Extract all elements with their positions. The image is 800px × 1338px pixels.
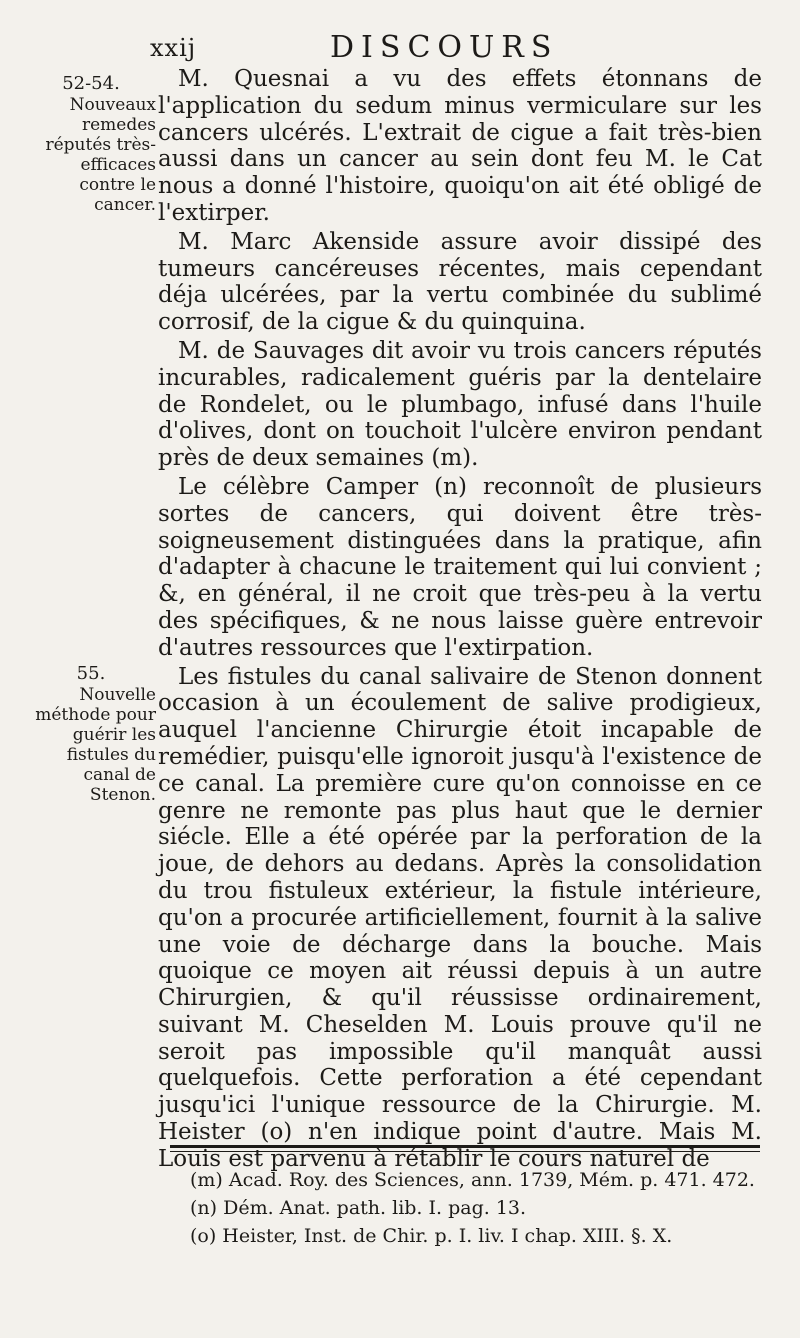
footnote-rule-thin [170, 1151, 760, 1152]
footnote-n: (n) Dém. Anat. path. lib. I. pag. 13. [190, 1197, 527, 1219]
footnotes [190, 1166, 760, 1250]
margin-note-number: 52-54. [62, 73, 120, 94]
paragraph: M. Marc Akenside assure avoir dissipé des tumeurs cancéreuses récentes, mais cependant déja ulcérées, par la vertu combinée du sublimé corrosif, de la cigue & du quinquina. [158, 228, 762, 336]
paragraph: Le célèbre Camper (n) reconnoît de plusieurs sortes de cancers, qui doivent être très-soigneusement distinguées dans la pratique, afin d'adapter à chacune le traitement qui lui convient ; &, en général, il ne croit que très-peu à la vertu des spécifiques, & ne nous laisse guère entrevoir d'autres ressources que l'extirpation. [158, 473, 762, 661]
page-folio: xxij [150, 34, 197, 62]
footnote-rule [170, 1145, 760, 1148]
margin-note-text: Nouveaux remedes réputés très-efficaces contre le cancer. [45, 95, 156, 215]
footnote-o: (o) Heister, Inst. de Chir. p. I. liv. I chap. XIII. §. X. [190, 1225, 673, 1247]
margin-note-text: Nouvelle méthode pour guérir les fistules du canal de Stenon. [35, 685, 156, 805]
margin-note-remedes [26, 74, 156, 215]
main-text [158, 66, 762, 1175]
footnote-m: (m) Acad. Roy. des Sciences, ann. 1739, Mém. p. 471. 472. [190, 1169, 755, 1191]
paragraph: M. de Sauvages dit avoir vu trois cancers réputés incurables, radicalement guéris par la dentelaire de Rondelet, ou le plumbago, infusé dans l'huile d'olives, dont on touchoit l'ulcère environ pendant près de deux semaines (m). [158, 337, 762, 472]
paragraph: Les fistules du canal salivaire de Stenon donnent occasion à un écoulement de salive prodigieux, auquel l'ancienne Chirurgie étoit incapable de remédier, puisqu'elle ignoroit jusqu'à l'existence de ce canal. La première cure qu'on connoisse en ce genre ne remonte pas plus haut que le dernier siécle. Elle a été opérée par la perforation de la joue, de dehors au dedans. Après la consolidation du trou fistuleux extérieur, la fistule intérieure, qu'on a procurée artificiellement, fournit à la salive une voie de décharge dans la bouche. Mais quoique ce moyen ait réussi depuis à un autre Chirurgien, & qu'il réussisse ordinairement, suivant M. Cheselden M. Louis prouve qu'il ne seroit pas impossible qu'il manquât aussi quelquefois. Cette perforation a été cependant jusqu'ici l'unique ressource de la Chirurgie. M. Heister (o) n'en indique point d'autre. Mais M. Louis est parvenu à rétablir le cours naturel de [158, 663, 762, 1172]
running-head: DISCOURS [330, 30, 559, 65]
paragraph: M. Quesnai a vu des effets étonnans de l'application du sedum minus vermiculare sur les cancers ulcérés. L'extrait de cigue a fait très-bien aussi dans un cancer au sein dont feu M. le Cat nous a donné l'histoire, quoiqu'on ait été obligé de l'extirper. [158, 66, 762, 226]
margin-note-number: 55. [76, 663, 106, 684]
margin-note-fistules [26, 664, 156, 805]
